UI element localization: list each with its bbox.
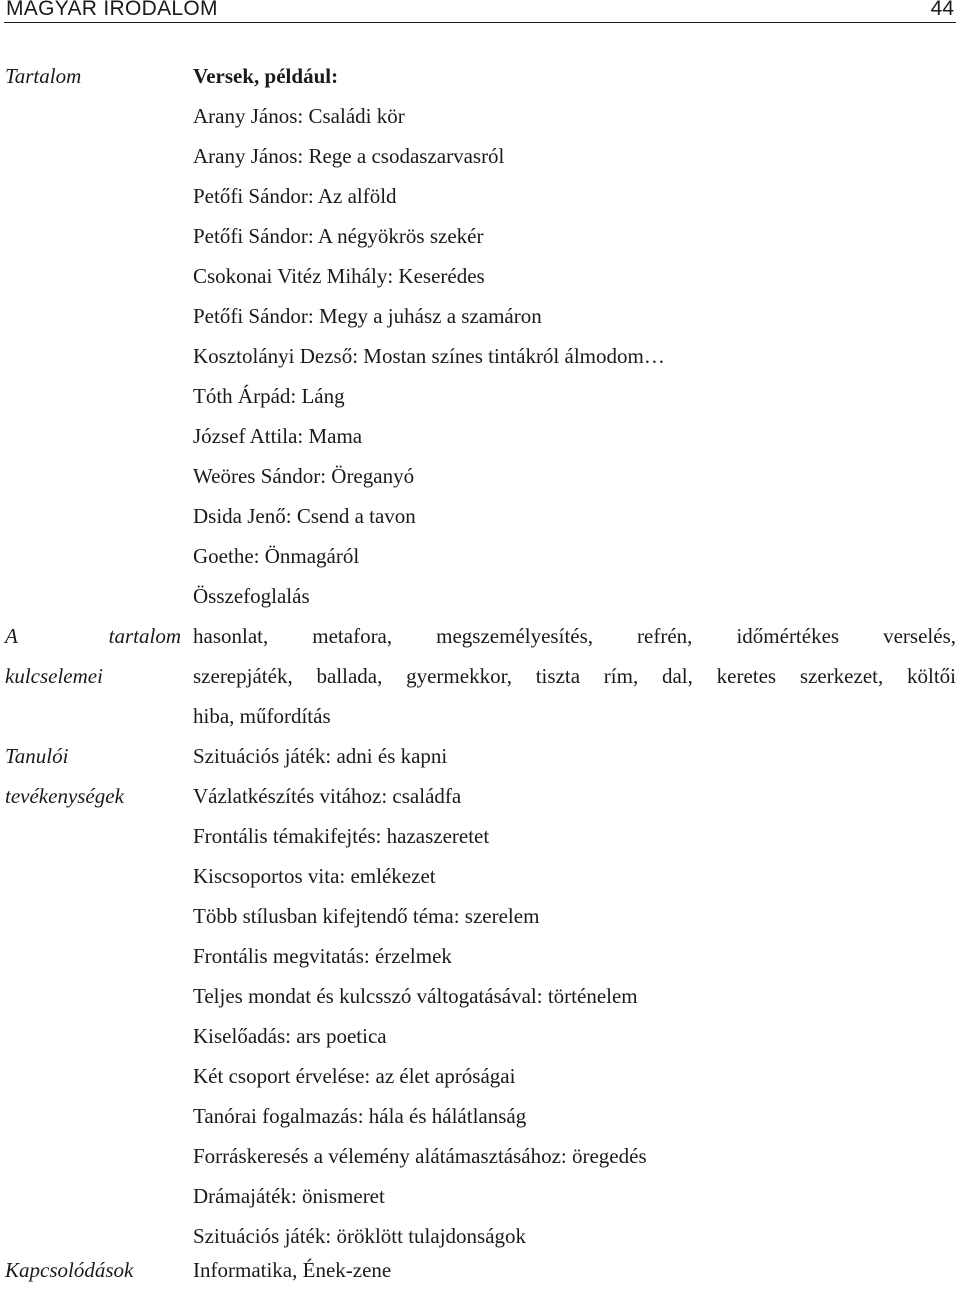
list-item [0, 256, 960, 296]
list-item [0, 456, 960, 496]
list-item [0, 936, 960, 976]
poem-item: Arany János: Rege a csodaszarvasról [193, 144, 505, 168]
poem-item: Kosztolányi Dezső: Mostan színes tintákról álmodom… [193, 344, 665, 368]
list-item [0, 1016, 960, 1056]
tevekenysegek-label-line1: Tanulói [5, 744, 69, 768]
kulcselemek-label-line2: kulcselemei [5, 664, 103, 688]
poem-item: József Attila: Mama [193, 424, 363, 448]
list-item [0, 1096, 960, 1136]
activity-item: Vázlatkészítés vitához: családfa [193, 784, 462, 808]
list-item [0, 136, 960, 176]
list-item [0, 536, 960, 576]
list-item [0, 1176, 960, 1216]
activity-item: Forráskeresés a vélemény alátámasztásához: öregedés [193, 1144, 647, 1168]
list-item [0, 896, 960, 936]
poem-item: Petőfi Sándor: A négyökrös szekér [193, 224, 484, 248]
list-item [0, 1136, 960, 1176]
activity-item: Több stílusban kifejtendő téma: szerelem [193, 904, 540, 928]
list-item [0, 176, 960, 216]
poem-item: Arany János: Családi kör [193, 104, 405, 128]
list-item [0, 856, 960, 896]
activity-item: Szituációs játék: adni és kapni [193, 744, 448, 768]
list-item [0, 376, 960, 416]
kulcselemek-label-word-a: A [5, 624, 18, 648]
kapcsolodasok-label: Kapcsolódások [5, 1258, 134, 1282]
header-title: MAGYAR IRODALOM [6, 0, 218, 20]
key-elements-line: szerepjáték, ballada, gyermekkor, tiszta rím, dal, keretes szerkezet, költői [193, 664, 956, 688]
page-number: 44 [930, 0, 954, 20]
tevekenysegek-label-line2: tevékenységek [5, 784, 124, 808]
poem-item: Weöres Sándor: Öreganyó [193, 464, 415, 488]
list-item [0, 496, 960, 536]
activity-item: Két csoport érvelése: az élet apróságai [193, 1064, 516, 1088]
kapcsolodasok-row [0, 1250, 960, 1290]
activity-item: Szituációs játék: öröklött tulajdonságok [193, 1224, 527, 1248]
kulcselemek-row [0, 656, 960, 696]
poem-item: Tóth Árpád: Láng [193, 384, 345, 408]
poem-item: Csokonai Vitéz Mihály: Keserédes [193, 264, 485, 288]
kulcselemek-row [0, 616, 960, 656]
poem-item: Összefoglalás [193, 584, 310, 608]
tartalom-label: Tartalom [5, 64, 82, 88]
poem-item: Dsida Jenő: Csend a tavon [193, 504, 416, 528]
list-item [0, 576, 960, 616]
activity-item: Teljes mondat és kulcsszó váltogatásával: történelem [193, 984, 638, 1008]
tartalom-heading-row [0, 56, 960, 96]
list-item [0, 96, 960, 136]
activity-item: Drámajáték: önismeret [193, 1184, 385, 1208]
list-item [0, 736, 960, 776]
page-header [4, 0, 956, 23]
activity-item: Kiselőadás: ars poetica [193, 1024, 387, 1048]
poem-item: Petőfi Sándor: Az alföld [193, 184, 397, 208]
key-elements-line: hasonlat, metafora, megszemélyesítés, refrén, időmértékes verselés, [193, 624, 956, 648]
list-item [0, 776, 960, 816]
activity-item: Frontális témakifejtés: hazaszeretet [193, 824, 490, 848]
list-item [0, 336, 960, 376]
activity-item: Kiscsoportos vita: emlékezet [193, 864, 436, 888]
kulcselemek-label [5, 616, 181, 656]
list-item [0, 816, 960, 856]
kapcsolodasok-value: Informatika, Ének-zene [193, 1258, 392, 1282]
list-item [0, 296, 960, 336]
activity-item: Frontális megvitatás: érzelmek [193, 944, 452, 968]
poem-item: Petőfi Sándor: Megy a juhász a szamáron [193, 304, 542, 328]
list-item [0, 1056, 960, 1096]
activity-item: Tanórai fogalmazás: hála és hálátlanság [193, 1104, 527, 1128]
poem-item: Goethe: Önmagáról [193, 544, 360, 568]
kulcselemek-label-word-tartalom: tartalom [108, 624, 181, 648]
list-item [0, 976, 960, 1016]
poems-heading: Versek, például: [193, 64, 339, 88]
key-elements-line: hiba, műfordítás [193, 704, 331, 728]
list-item [0, 216, 960, 256]
list-item [0, 416, 960, 456]
kulcselemek-row [0, 696, 960, 736]
